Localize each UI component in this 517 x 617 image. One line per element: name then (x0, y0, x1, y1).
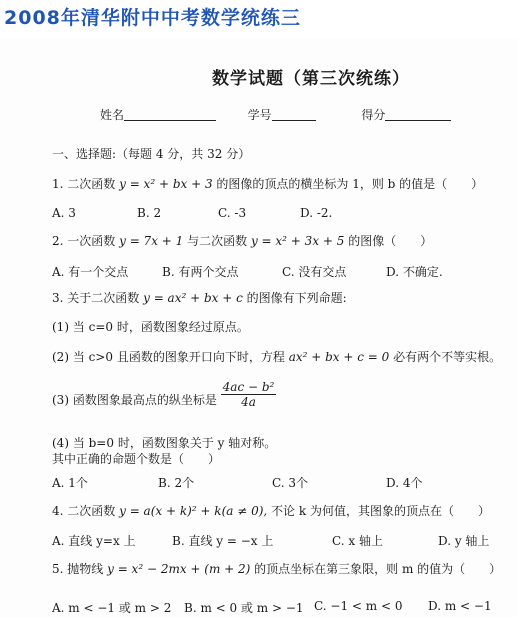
q3-option-b: B. 2个 (158, 476, 195, 490)
q2-option-b: B. 有两个交点 (162, 265, 239, 279)
q4-formula: y = a(x + k)² + k(a ≠ 0), (119, 504, 268, 518)
q5-text: 5. 抛物线 (52, 562, 104, 576)
q3-proposition-1: (1) 当 c=0 时，函数图象经过原点。 (52, 320, 249, 334)
q4-text-end: 不论 k 为何值，其图象的顶点在（ ） (271, 504, 490, 518)
q2-text: 2. 一次函数 (52, 234, 116, 248)
q5-text-end: 的顶点坐标在第三象限，则 m 的值为（ ） (254, 562, 502, 576)
q2-option-a: A. 有一个交点 (52, 265, 129, 279)
name-label: 姓名 (100, 108, 125, 122)
page-header-title: 2008年清华附中中考数学统练三 (4, 7, 301, 29)
question-4 (52, 504, 490, 518)
question-1 (52, 177, 483, 191)
q3-ask: 其中正确的命题个数是（ ） (52, 452, 221, 466)
q3-text: 3. 关于二次函数 (52, 291, 140, 305)
q5-option-a: A. m < −1 或 m > 2 (52, 601, 172, 615)
q3-proposition-4: (4) 当 b=0 时，函数图象关于 y 轴对称。 (52, 436, 277, 450)
question-3 (52, 291, 347, 305)
q3-option-c: C. 3个 (272, 476, 309, 490)
q3-proposition-3 (52, 380, 276, 409)
q1-text: 1. 二次函数 (52, 177, 116, 191)
q1-option-c: C. -3 (218, 206, 247, 220)
score-label: 得分 (361, 108, 386, 122)
q2-text-mid: 与二次函数 (187, 234, 248, 248)
scanned-exam-sheet (0, 38, 517, 617)
q3-p2-text: (2) 当 c>0 且函数的图象开口向下时，方程 (52, 350, 285, 364)
q4-option-a: A. 直线 y=x 上 (52, 534, 136, 548)
q2-option-d: D. 不确定. (386, 265, 443, 279)
q3-p2-text-end: 必有两个不等实根。 (393, 350, 502, 364)
id-blank (272, 108, 316, 121)
q3-option-d: D. 4个 (386, 476, 423, 490)
q1-option-b: B. 2 (137, 206, 162, 220)
q2-option-c: C. 没有交点 (282, 265, 347, 279)
score-blank (385, 108, 451, 121)
q1-formula: y = x² + bx + 3 (119, 177, 213, 191)
q2-text-end: 的图像（ ） (348, 234, 433, 248)
question-5 (52, 562, 501, 576)
q1-option-d: D. -2. (300, 206, 333, 220)
fraction-numerator: 4ac − b² (222, 380, 275, 394)
q3-formula: y = ax² + bx + c (143, 291, 243, 305)
q3-p2-formula: ax² + bx + c = 0 (288, 350, 390, 364)
paper-title: 数学试题（第三次统练） (212, 69, 410, 89)
student-info-row (100, 108, 451, 122)
q3-text-end: 的图像有下列命题: (246, 291, 347, 305)
q5-option-c: C. −1 < m < 0 (314, 599, 403, 613)
q2-formula-1: y = 7x + 1 (119, 234, 184, 248)
name-blank (124, 108, 216, 121)
q1-option-a: A. 3 (52, 206, 76, 220)
q3-p3-text: (3) 函数图象最高点的纵坐标是 (52, 393, 217, 407)
q4-option-b: B. 直线 y = −x 上 (172, 534, 274, 548)
q5-option-d: D. m < −1 (428, 599, 492, 613)
question-2 (52, 234, 432, 248)
id-label: 学号 (247, 108, 272, 122)
q3-option-a: A. 1个 (52, 476, 88, 490)
q3-proposition-2 (52, 350, 501, 364)
q4-option-d: D. y 轴上 (438, 534, 490, 548)
fraction-denominator: 4a (241, 395, 256, 409)
q2-formula-2: y = x² + 3x + 5 (250, 234, 345, 248)
q5-option-b: B. m < 0 或 m > −1 (184, 601, 304, 615)
q5-formula: y = x² − 2mx + (m + 2) (107, 562, 251, 576)
q4-text: 4. 二次函数 (52, 504, 116, 518)
section-heading: 一、选择题:（每题 4 分，共 32 分） (52, 147, 251, 161)
q1-text-end: 的图像的顶点的横坐标为 1，则 b 的值是（ ） (216, 177, 484, 191)
q3-p3-fraction (221, 380, 277, 409)
q4-option-c: C. x 轴上 (332, 534, 383, 548)
